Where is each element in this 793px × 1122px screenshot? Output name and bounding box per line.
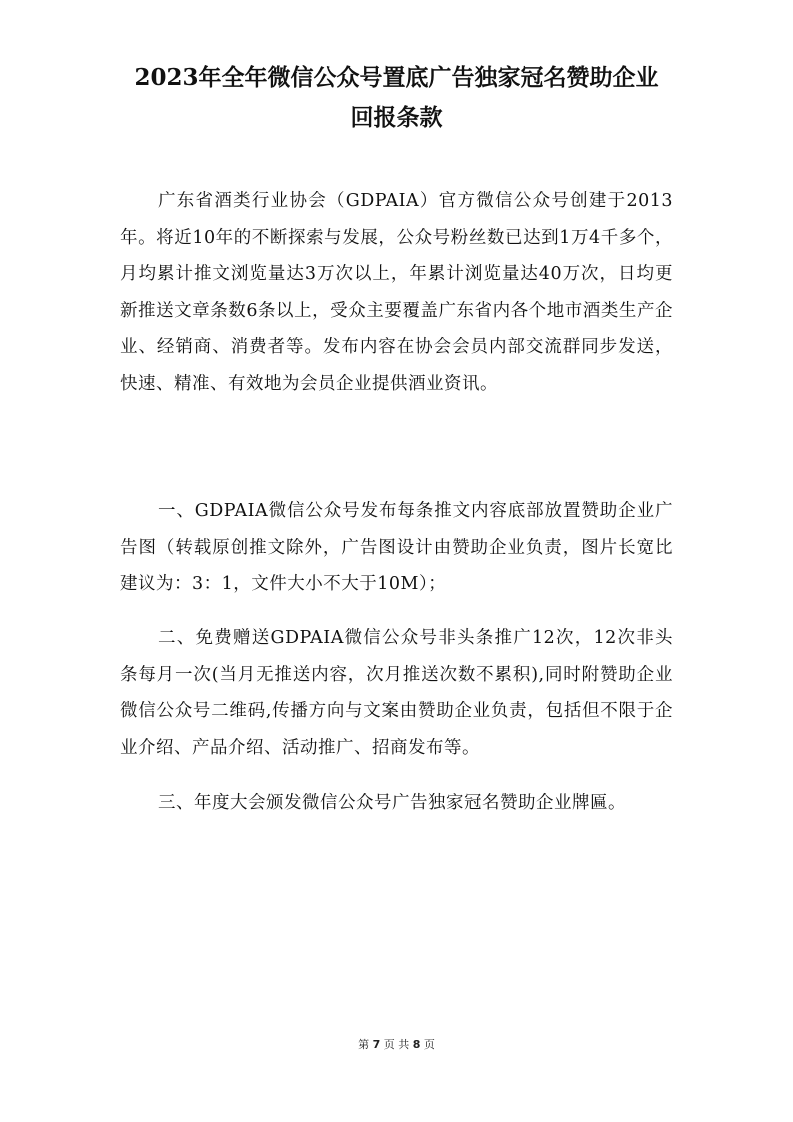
- total-page-number: 8: [412, 1038, 421, 1051]
- document-title-line1: 2023年全年微信公众号置底广告独家冠名赞助企业: [134, 64, 659, 91]
- page-footer: [0, 1036, 793, 1052]
- footer-prefix: 第: [358, 1038, 370, 1051]
- current-page-number: 7: [372, 1038, 381, 1051]
- clause-item-3: 三、年度大会颁发微信公众号广告独家冠名赞助企业牌匾。: [158, 793, 626, 813]
- clause-item-2: 二、免费赠送GDPAIA微信公众号非头条推广12次，12次非头条每月一次(当月无推送内容，次月推送次数不累积),同时附赞助企业微信公众号二维码,传播方向与文案由赞助企业负责，包括但不限于企业介绍、产品介绍、活动推广、招商发布等。: [120, 628, 673, 758]
- footer-suffix: 页: [423, 1038, 435, 1051]
- clause-item-1: 一、GDPAIA微信公众号发布每条推文内容底部放置赞助企业广告图（转载原创推文除外，广告图设计由赞助企业负责，图片长宽比建议为：3：1，文件大小不大于10M）；: [120, 501, 673, 594]
- document-title-line2: 回报条款: [350, 104, 443, 131]
- intro-paragraph: 广东省酒类行业协会（GDPAIA）官方微信公众号创建于2013年。将近10年的不断探索与发展，公众号粉丝数已达到1万4千多个，月均累计推文浏览量达3万次以上，年累计浏览量达40万次，日均更新推送文章条数6条以上，受众主要覆盖广东省内各个地市酒类生产企业、经销商、消费者等。发布内容在协会会员内部交流群同步发送，快速、精准、有效地为会员企业提供酒业资讯。: [120, 191, 673, 394]
- footer-middle: 页 共: [383, 1038, 410, 1051]
